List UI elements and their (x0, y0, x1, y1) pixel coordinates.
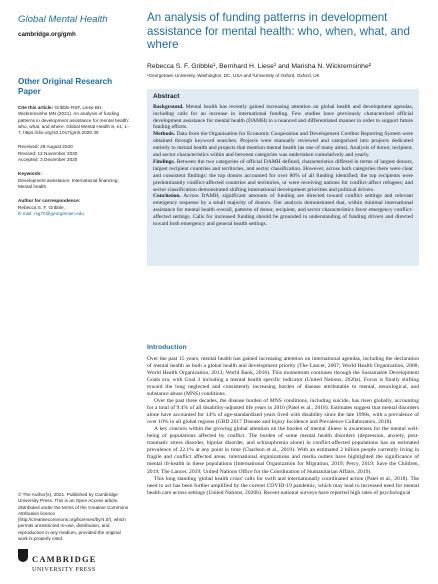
date-received: Received: 28 August 2020 (18, 144, 73, 150)
journal-url[interactable]: cambridge.org/gmh (18, 31, 76, 38)
citation-block (18, 105, 130, 136)
conclusion-label: Conclusion. (153, 193, 181, 200)
article-title: An analysis of funding patterns in development assistance for mental health: who, when, what, and where (147, 11, 410, 52)
abstract-background (153, 104, 413, 132)
correspondence-block (18, 198, 130, 217)
body-text (147, 356, 419, 497)
intro-heading: Introduction (147, 343, 187, 351)
abstract-methods (153, 131, 413, 159)
abstract-box (147, 89, 419, 266)
publisher-line1: CAMBRIDGE (32, 554, 97, 564)
findings-text: Between the two categories of official DAMH defined, characteristics differed in terms of largest donors, largest recipient countries and territories, and sector classification. However, across both categories there were clear and consistent findings: the top donors accounted for over 80% of all funding identified; the top recipients were predominantly conflict-affected countries and territories, or were receiving nations for conflict-affect refugees; and sector classification demonstrated shifting international development priorities and political drivers. (153, 158, 413, 193)
keywords-text: Development assistance; International financing; Mental health (18, 177, 119, 189)
correspondence-email[interactable]: E-mail: rsg70@georgetown.edu (18, 210, 84, 216)
publisher-line2: UNIVERSITY PRESS (32, 567, 96, 573)
abstract-heading: Abstract (153, 92, 180, 100)
findings-label: Findings. (153, 158, 176, 165)
author-list: Rebecca S. F. Gribble¹, Bernhard H. Liese¹ and Marisha N. Wickremsinhe² (147, 62, 372, 70)
conclusion-text: Across DAMH, significant amounts of funding are directed toward conflict settings and relevant emergency response by a small majority of donors. Our analysis demonstrated that, within minimal international assistance for mental health overall, patterns of donor, recipient, and sector characteristics favor emergency conflict-affected settings. Calls for increased funding should be grounded in understanding of funding drivers and directed toward both emergency and general health settings. (153, 193, 413, 228)
paragraph-4: This long standing 'global health crisis' calls for swift and internationally coordinated action (Patel et al., 2018). The need to act has been further amplified by the current COVID-19 pandemic, which may lead to increased need for mental health care across settings (United Nations, 2020b). Recent national surveys have reported high rates of psychological (147, 475, 419, 496)
license-text: © The Author(s), 2021. Published by Cambridge University Press. This is an Open Access article, distributed under the terms of the Creative Commons Attribution licence (http://creativecommons.org/licenses/by/4.0/), which permits unrestricted re-use, distribution, and reproduction in any medium, provided the original work is properly cited. (18, 492, 129, 542)
keywords-block (18, 171, 130, 190)
date-revised: Revised: 12 November 2020 (18, 150, 78, 156)
paragraph-2: Over the past three decades, the disease burden of MNS conditions, including suicide, has risen globally, accounting for a total of 9.4% of all disability-adjusted life years in 2016 (Patel et al., 2018). Estimates suggest that mental disorders alone have accounted for 14% of age-standardized years lived with disability since the late 1990s, with a prevalence of over 10% in all global regions (GBD 2017 Disease and Injury Incidence and Prevalence Collaborators, 2018). (147, 398, 419, 426)
crest-icon (18, 549, 28, 562)
keywords-label: Keywords: (18, 171, 42, 177)
correspondence-name: Rebecca S. F. Gribble, (18, 204, 65, 210)
methods-label: Methods. (153, 131, 176, 138)
paragraph-3: A key concern within the growing global attention on the burden of mental illness is awareness for the mental well-being of populations affected by conflict. The burden of some mental health disorders (depression, anxiety, post-traumatic stress disorder, bipolar disorder, and schizophrenia alone) in conflict-affected populations has an estimated prevalence of 22.1% at any point in time (Charlson et al., 2019). With an estimated 2 billion people currently living in fragile and conflict affected areas, international organizations and media outlets have highlighted the significance of mental ill-health in these populations (International Organization for Migration, 2019; Percy, 2019; Save the Children, 2019; The Lancet, 2019; United Nations Office for the Coordination of Humanitarian Affairs, 2019). (147, 426, 419, 475)
date-accepted: Accepted: 3 December 2020 (18, 157, 78, 163)
left-sidebar (18, 14, 130, 217)
article-type: Other Original Research Paper (18, 77, 113, 96)
journal-name: Global Mental Health (18, 14, 108, 25)
main-column (147, 11, 419, 497)
paragraph-1: Over the past 15 years, mental health has gained increasing attention on international agendas, including the declaration of mental health as both a global health and development priority (The Lancet, 2007; World Health Organization, 2008; World Health Organization, 2013; World Bank, 2016). This momentum continues through the Sustainable Development Goals era, with Goal 3 including a mental health specific indicator (United Nations, 2020a). Focus is finally shifting toward the long neglected and consistently increasing burden of disease attributable to mental, neurological, and substance abuse (MNS) conditions. (147, 355, 419, 398)
abstract-findings (153, 159, 413, 194)
cite-text: Gribble RSF, Liese BH, Wickremsinhe MN (2021). An analysis of funding patterns in development assistance for mental health: who, what, and where. Global Mental Health 8, e1, 1–7. https://doi.org/10.1017/gmh.2020.30 (18, 105, 130, 136)
methods-text: Data from the Organisation for Economic Cooperation and Development Creditor Reporting System were obtained through keyword searches. Projects were manually reviewed and categorized into projects dedicated entirely to mental health and projects that mention mental health (as one of many aims). Analysis of donor, recipient, and sector characteristics within and between categories was undertaken cumulatively and yearly. (153, 131, 413, 159)
cite-label: Cite this article: (18, 105, 54, 110)
background-text: Mental health has recently gained increasing attention on global health and development agendas, including calls for an increase in international funding. Few studies have previously characterized official development assistance for mental health (DAMH) in a nuanced and differentiated manner in order to support future funding efforts. (153, 103, 413, 131)
affiliations: ¹Georgetown University, Washington, DC, USA and ²University of Oxford, Oxford, UK (147, 72, 320, 78)
correspondence-label: Author for correspondence: (18, 198, 81, 204)
dates-block (18, 144, 130, 163)
abstract-conclusion (153, 193, 413, 228)
publisher-logo (18, 549, 130, 573)
background-label: Background. (153, 103, 184, 110)
